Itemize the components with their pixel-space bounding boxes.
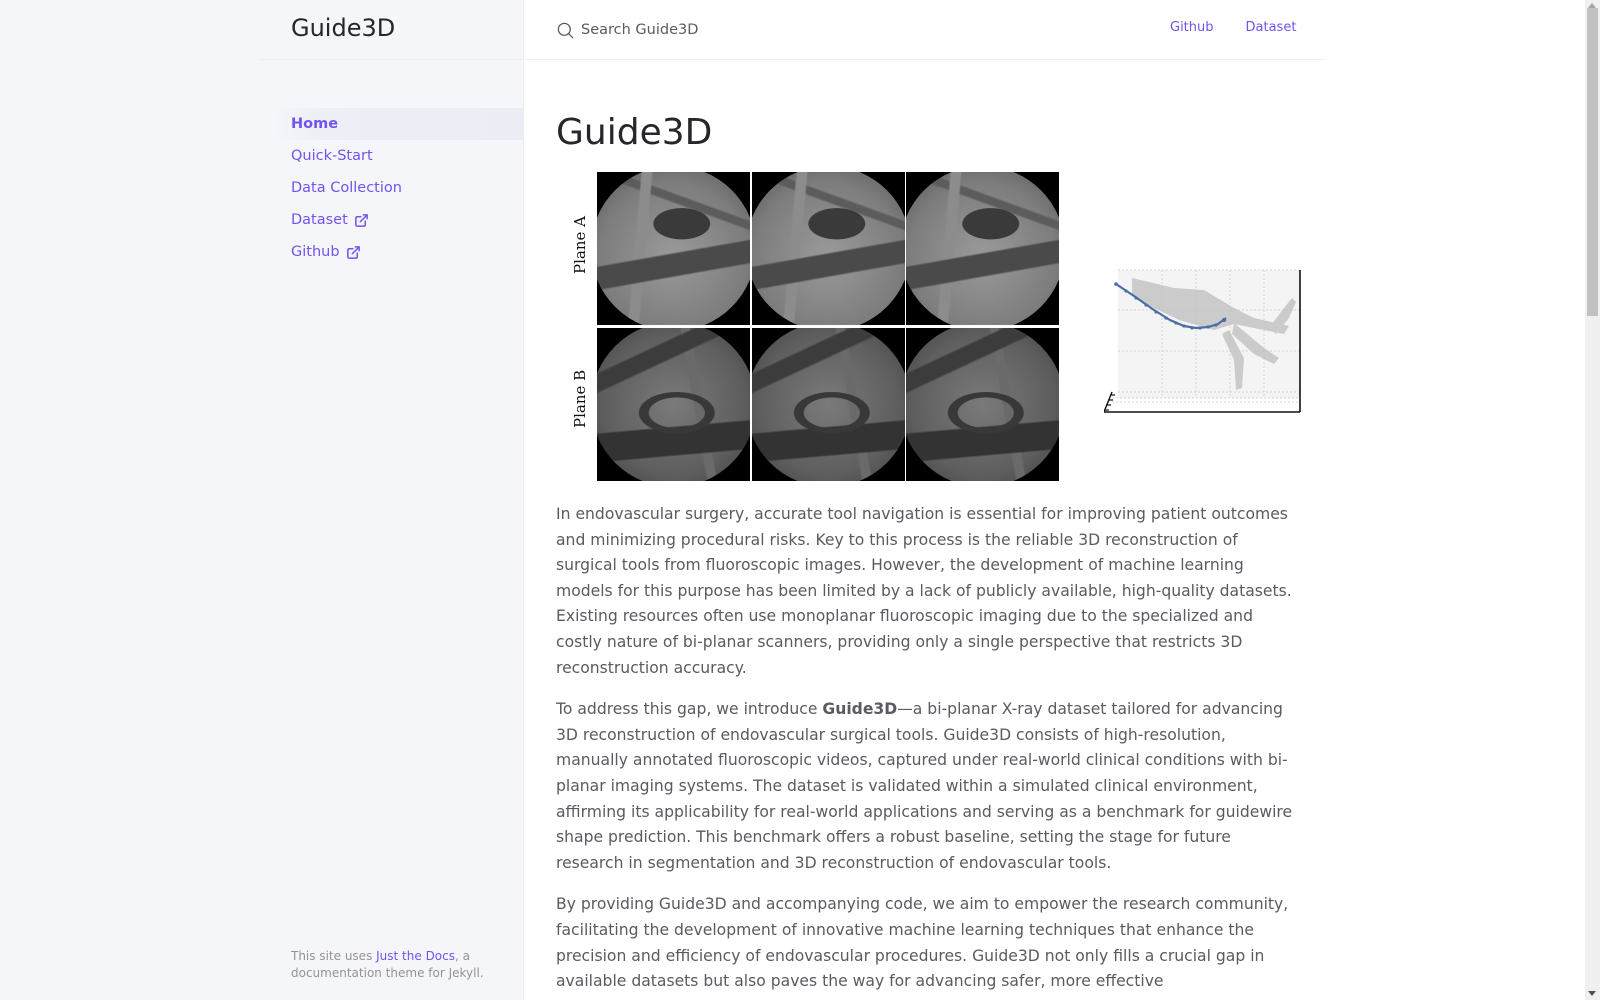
header-divider (525, 59, 1325, 60)
aux-nav (1170, 20, 1296, 35)
intro-paragraph-3: By providing Guide3D and accompanying code, we aim to empower the research community, facilitating the development of innovative machine learning techniques that enhance the precision and efficiency of endovascular procedures. Guide3D not only fills a crucial gap in available datasets but also paves the way for advancing safer, more effective (556, 895, 1289, 991)
paragraph-text: To address this gap, we introduce (556, 700, 823, 719)
external-link-icon (346, 245, 361, 260)
sidebar-footer (291, 948, 511, 982)
site-title-link[interactable]: Guide3D (291, 14, 396, 42)
hero-figure (556, 172, 1294, 482)
xray-plane-a-frame-2 (752, 172, 905, 325)
paragraph-text: —a bi-planar X-ray dataset tailored for advancing 3D reconstruction of endovascular surgical tools. Guide3D consists of high-resolution, manually annotated fluoroscopic videos, captured under real-world clinical conditions with bi-planar imaging systems. The dataset is validated within a simulated clinical environment, affirming its applicability for real-world applications and serving as a benchmark for guidewire shape prediction. This benchmark offers a robust baseline, setting the stage for future research in segmentation and 3D reconstruction of endovascular tools. (556, 700, 1293, 872)
sidebar-nav (272, 108, 524, 268)
aux-nav-dataset-link[interactable]: Dataset (1245, 20, 1297, 35)
just-the-docs-link[interactable]: Just the Docs (376, 949, 455, 963)
sidebar-item-label: Quick-Start (291, 148, 373, 164)
sidebar-item-label: Github (291, 244, 340, 260)
intro-text (556, 502, 1294, 995)
aux-nav-github-link[interactable]: Github (1170, 20, 1214, 35)
search-icon (556, 21, 575, 40)
scroll-down-arrow-icon[interactable] (1588, 991, 1596, 996)
sidebar-item-dataset[interactable] (272, 204, 524, 236)
vertical-scrollbar[interactable] (1585, 0, 1600, 1000)
sidebar-item-label: Dataset (291, 212, 348, 228)
sidebar-item-label: Data Collection (291, 180, 402, 196)
dataset-name-emphasis: Guide3D (822, 700, 898, 719)
sidebar-item-quick-start[interactable] (272, 140, 524, 172)
plane-b-label: Plane B (571, 369, 589, 428)
footer-prefix: This site uses (291, 949, 377, 963)
sidebar-item-label: Home (291, 116, 339, 132)
search-input[interactable] (581, 22, 881, 38)
sidebar-item-github[interactable] (272, 236, 524, 268)
xray-plane-b-frame-3 (906, 328, 1059, 481)
sidebar-item-home[interactable] (272, 108, 524, 140)
main-content (556, 108, 1294, 995)
3d-reconstruction-plot (1104, 268, 1304, 428)
xray-plane-a-frame-1 (597, 172, 750, 325)
xray-plane-b-frame-2 (752, 328, 905, 481)
sidebar-item-data-collection[interactable] (272, 172, 524, 204)
xray-plane-a-frame-3 (906, 172, 1059, 325)
plane-a-label: Plane A (571, 216, 589, 274)
external-link-icon (354, 213, 369, 228)
page-title: Guide3D (556, 112, 713, 153)
header-divider (260, 59, 524, 60)
footer-suffix: , a documentation theme for Jekyll. (291, 949, 484, 980)
intro-paragraph-1: In endovascular surgery, accurate tool navigation is essential for improving patient outcomes and minimizing procedural risks. Key to this process is the reliable 3D reconstruction of surgical tools from fluoroscopic images. However, the development of machine learning models for this purpose has been limited by a lack of publicly available, high-quality datasets. Existing resources often use monoplanar fluoroscopic imaging due to the specialized and costly nature of bi-planar scanners, providing only a single perspective that restricts 3D reconstruction accuracy. (556, 505, 1292, 677)
search-bar[interactable] (556, 18, 881, 42)
xray-plane-b-frame-1 (597, 328, 750, 481)
scrollbar-thumb[interactable] (1587, 8, 1598, 316)
intro-paragraph-2 (556, 697, 1294, 876)
